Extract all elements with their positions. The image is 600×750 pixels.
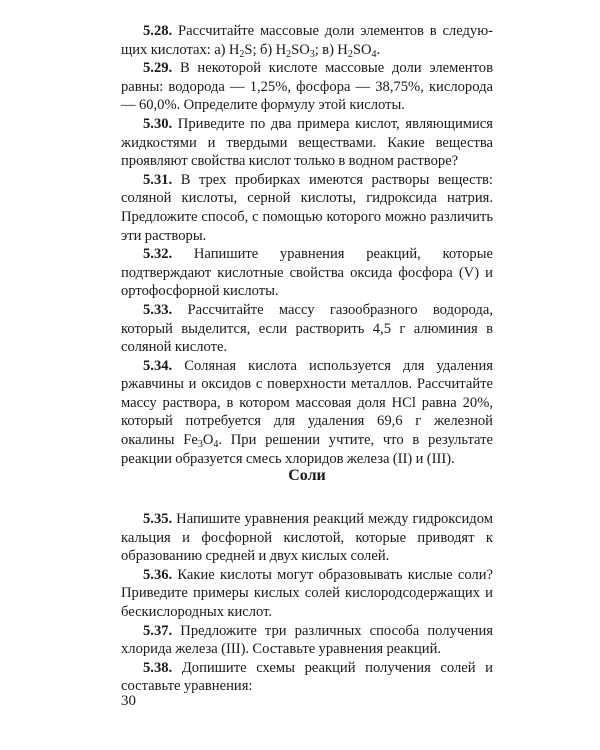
problems-bottom-list bbox=[121, 510, 493, 696]
page-number: 30 bbox=[121, 693, 136, 709]
problem: 5.38. Допишите схемы реакций получения солей и составьте уравнения: bbox=[121, 659, 493, 695]
problem: 5.34. Соляная кислота используется для удаления ржавчины и оксидов с поверхности металлов. Рассчитайте массу раствора, в котором массовая доля HCl равна 20%, который потребуется для удаления 69,6 г железной окалины $Fe_3O_4$. При решении учтите, что в результате реакции образуется смесь хлоридов железа (II) и (III). bbox=[121, 357, 493, 467]
problem: 5.33. Рассчитайте массу газообразного водорода, который выделится, если растворить 4,5 г алюминия в соляной кислоте. bbox=[121, 301, 493, 356]
problems-top-list bbox=[121, 22, 493, 468]
problem: 5.37. Предложите три различных способа получения хлорида железа (III). Составьте уравнения реакций. bbox=[121, 622, 494, 658]
section-heading: Соли bbox=[288, 467, 326, 484]
problem: 5.29. В некоторой кислоте массовые доли элементов равны: водорода — 1,25%, фосфора — 38,75%, кислорода — 60,0%. Определите формулу этой кислоты. bbox=[121, 60, 493, 114]
problem: 5.32. Напишите уравнения реакций, которые подтверждают кислотные свойства оксида фосфора (V) и ортофосфорной кислоты. bbox=[121, 246, 493, 300]
problem: 5.28. Рассчитайте массовые доли элементов в следую-щих кислотах: а) $H_2S$; б) $H_2SO_3$; в) $H_2SO_4$. bbox=[121, 23, 493, 60]
problem: 5.36. Какие кислоты могут образовывать кислые соли? Приведите примеры кислых солей кислородсодержащих и бескислородных кислот. bbox=[121, 566, 493, 620]
problem: 5.31. В трех пробирках имеются растворы веществ: соляной кислоты, серной кислоты, гидроксида натрия. Предложите способ, с помощью которого можно различить эти растворы. bbox=[121, 171, 493, 244]
problem: 5.35. Напишите уравнения реакций между гидроксидом кальция и фосфорной кислотой, которые приводят к образованию средней и двух кислых солей. bbox=[121, 511, 493, 565]
problem: 5.30. Приведите по два примера кислот, являющимися жидкостями и твердыми веществами. Какие вещества проявляют свойства кислот только в водном растворе? bbox=[121, 115, 493, 170]
